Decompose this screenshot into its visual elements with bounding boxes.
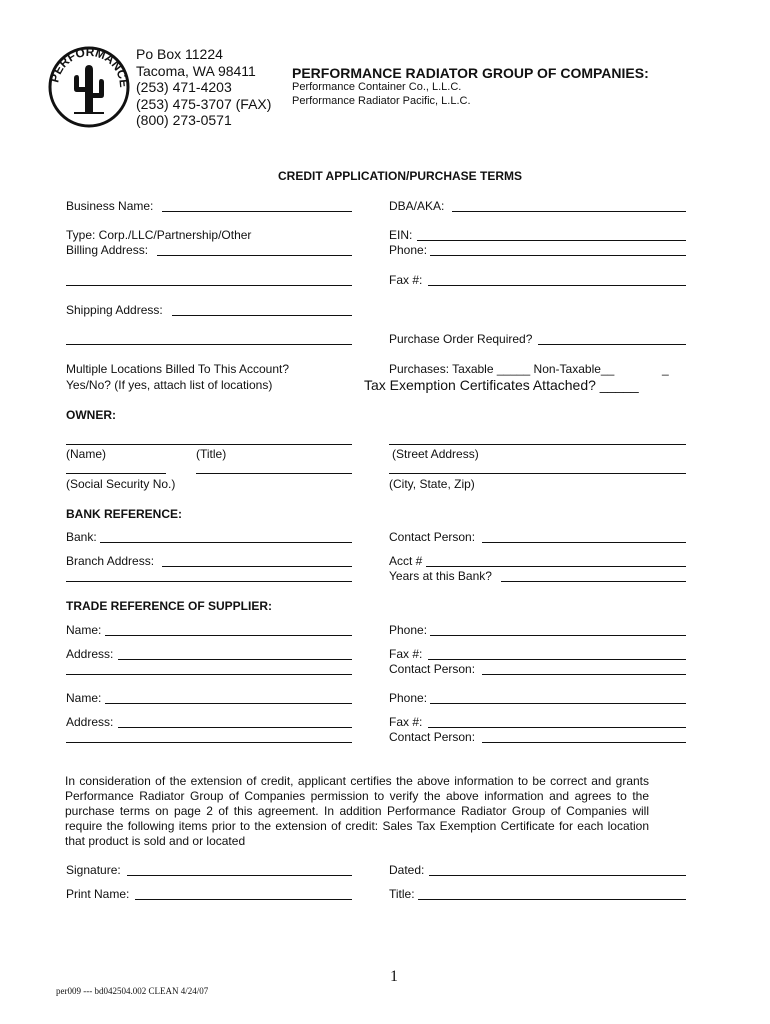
company-name: Performance Radiator Pacific, L.L.C. — [292, 95, 471, 107]
purchases-label: Purchases: Taxable _____ Non-Taxable__ — [389, 362, 615, 376]
signature-field[interactable] — [127, 875, 352, 876]
company-address — [136, 46, 271, 129]
dated-field[interactable] — [429, 875, 686, 876]
trade-address-field-2[interactable] — [66, 674, 352, 675]
trade2-name-label: Name: — [66, 691, 102, 705]
trade-name-label: Name: — [66, 623, 102, 637]
yes-no-label: Yes/No? (If yes, attach list of locations) — [66, 378, 273, 392]
years-field[interactable] — [501, 581, 686, 582]
owner-name-label: (Name) — [66, 447, 107, 461]
years-label: Years at this Bank? — [389, 569, 492, 583]
bank-field[interactable] — [100, 542, 352, 543]
owner-street-field[interactable] — [389, 444, 686, 445]
trade2-contact-label: Contact Person: — [389, 730, 476, 744]
po-required-field[interactable] — [538, 344, 686, 345]
dba-field[interactable] — [452, 211, 686, 212]
branch-address-field[interactable] — [162, 566, 352, 567]
owner-ssn-label: (Social Security No.) — [66, 477, 176, 491]
trade-heading: TRADE REFERENCE OF SUPPLIER: — [66, 599, 273, 613]
ein-label: EIN: — [389, 228, 413, 242]
consideration-paragraph: In consideration of the extension of credit, applicant certifies the above information to be correct and grants Performance Radiator Group of Companies permission to verify the above information and agrees to the purchase terms on page 2 of this agreement. In addition Performance Radiator Group of Companies will require the following items prior to the extension of credit: Sales Tax Exemption Certificate for each location that product is sold and or located — [65, 774, 649, 848]
phone-label: Phone: — [389, 243, 428, 257]
bank-heading: BANK REFERENCE: — [66, 507, 183, 521]
shipping-address-label: Shipping Address: — [66, 303, 163, 317]
purchases-tail: _ — [662, 362, 669, 376]
trade2-fax-label: Fax #: — [389, 715, 423, 729]
acct-label: Acct # — [389, 554, 423, 568]
owner-title-label: (Title) — [196, 447, 227, 461]
owner-heading: OWNER: — [66, 408, 116, 422]
sig-title-label: Title: — [389, 887, 415, 901]
trade2-address-field[interactable] — [118, 727, 352, 728]
po-required-label: Purchase Order Required? — [389, 332, 533, 346]
company-name: Performance Container Co., L.L.C. — [292, 81, 462, 93]
print-name-label: Print Name: — [66, 887, 130, 901]
trade2-phone-label: Phone: — [389, 691, 428, 705]
type-label: Type: Corp./LLC/Partnership/Other — [66, 228, 252, 242]
ein-field[interactable] — [417, 240, 686, 241]
billing-address-label: Billing Address: — [66, 243, 149, 257]
trade2-fax-field[interactable] — [428, 727, 686, 728]
owner-city-field[interactable] — [389, 473, 686, 474]
trade-phone-label: Phone: — [389, 623, 428, 637]
branch-address-label: Branch Address: — [66, 554, 155, 568]
company-list — [292, 80, 471, 108]
bank-contact-field[interactable] — [482, 542, 686, 543]
trade2-phone-field[interactable] — [430, 703, 686, 704]
trade2-address-field-2[interactable] — [66, 742, 352, 743]
trade-contact-field[interactable] — [482, 674, 686, 675]
svg-text:PERFORMANCE: PERFORMANCE — [47, 44, 132, 89]
shipping-address-field[interactable] — [172, 315, 352, 316]
fax-label: Fax #: — [389, 273, 423, 287]
tax-exemption-label: Tax Exemption Certificates Attached? _____ — [364, 377, 639, 393]
branch-address-field-2[interactable] — [66, 581, 352, 582]
owner-name-field[interactable] — [66, 444, 352, 445]
bank-label: Bank: — [66, 530, 97, 544]
owner-extra-field[interactable] — [196, 473, 352, 474]
owner-city-label: (City, State, Zip) — [389, 477, 475, 491]
trade-phone-field[interactable] — [430, 635, 686, 636]
address-line: Tacoma, WA 98411 — [136, 62, 256, 79]
trade-address-field[interactable] — [118, 659, 352, 660]
business-name-label: Business Name: — [66, 199, 154, 213]
trade-address-label: Address: — [66, 647, 114, 661]
trade2-name-field[interactable] — [105, 703, 352, 704]
trade-fax-label: Fax #: — [389, 647, 423, 661]
trade-contact-label: Contact Person: — [389, 662, 476, 676]
phone-line: (253) 471-4203 — [136, 79, 232, 95]
doc-id: per009 --- bd042504.002 CLEAN 4/24/07 — [56, 986, 209, 996]
phone-field[interactable] — [430, 255, 686, 256]
dba-label: DBA/AKA: — [389, 199, 445, 213]
form-title: CREDIT APPLICATION/PURCHASE TERMS — [278, 169, 523, 183]
trade2-contact-field[interactable] — [482, 742, 686, 743]
trade-name-field[interactable] — [105, 635, 352, 636]
trade2-address-label: Address: — [66, 715, 114, 729]
fax-line: (253) 475-3707 (FAX) — [136, 95, 272, 112]
acct-field[interactable] — [426, 566, 686, 567]
company-logo — [44, 42, 134, 132]
owner-street-label: (Street Address) — [392, 447, 479, 461]
bank-contact-label: Contact Person: — [389, 530, 476, 544]
dated-label: Dated: — [389, 863, 425, 877]
group-title: PERFORMANCE RADIATOR GROUP OF COMPANIES: — [292, 65, 649, 81]
signature-label: Signature: — [66, 863, 121, 877]
billing-address-field-2[interactable] — [66, 285, 352, 286]
multiple-locations-label: Multiple Locations Billed To This Account? — [66, 362, 290, 376]
fax-field[interactable] — [428, 285, 686, 286]
billing-address-field[interactable] — [157, 255, 352, 256]
tollfree-line: (800) 273-0571 — [136, 112, 232, 128]
shipping-address-field-2[interactable] — [66, 344, 352, 345]
business-name-field[interactable] — [162, 211, 352, 212]
page-number: 1 — [390, 968, 398, 985]
print-name-field[interactable] — [135, 899, 352, 900]
sig-title-field[interactable] — [418, 899, 686, 900]
address-line: Po Box 11224 — [136, 46, 223, 62]
owner-ssn-field[interactable] — [66, 473, 166, 474]
trade-fax-field[interactable] — [428, 659, 686, 660]
